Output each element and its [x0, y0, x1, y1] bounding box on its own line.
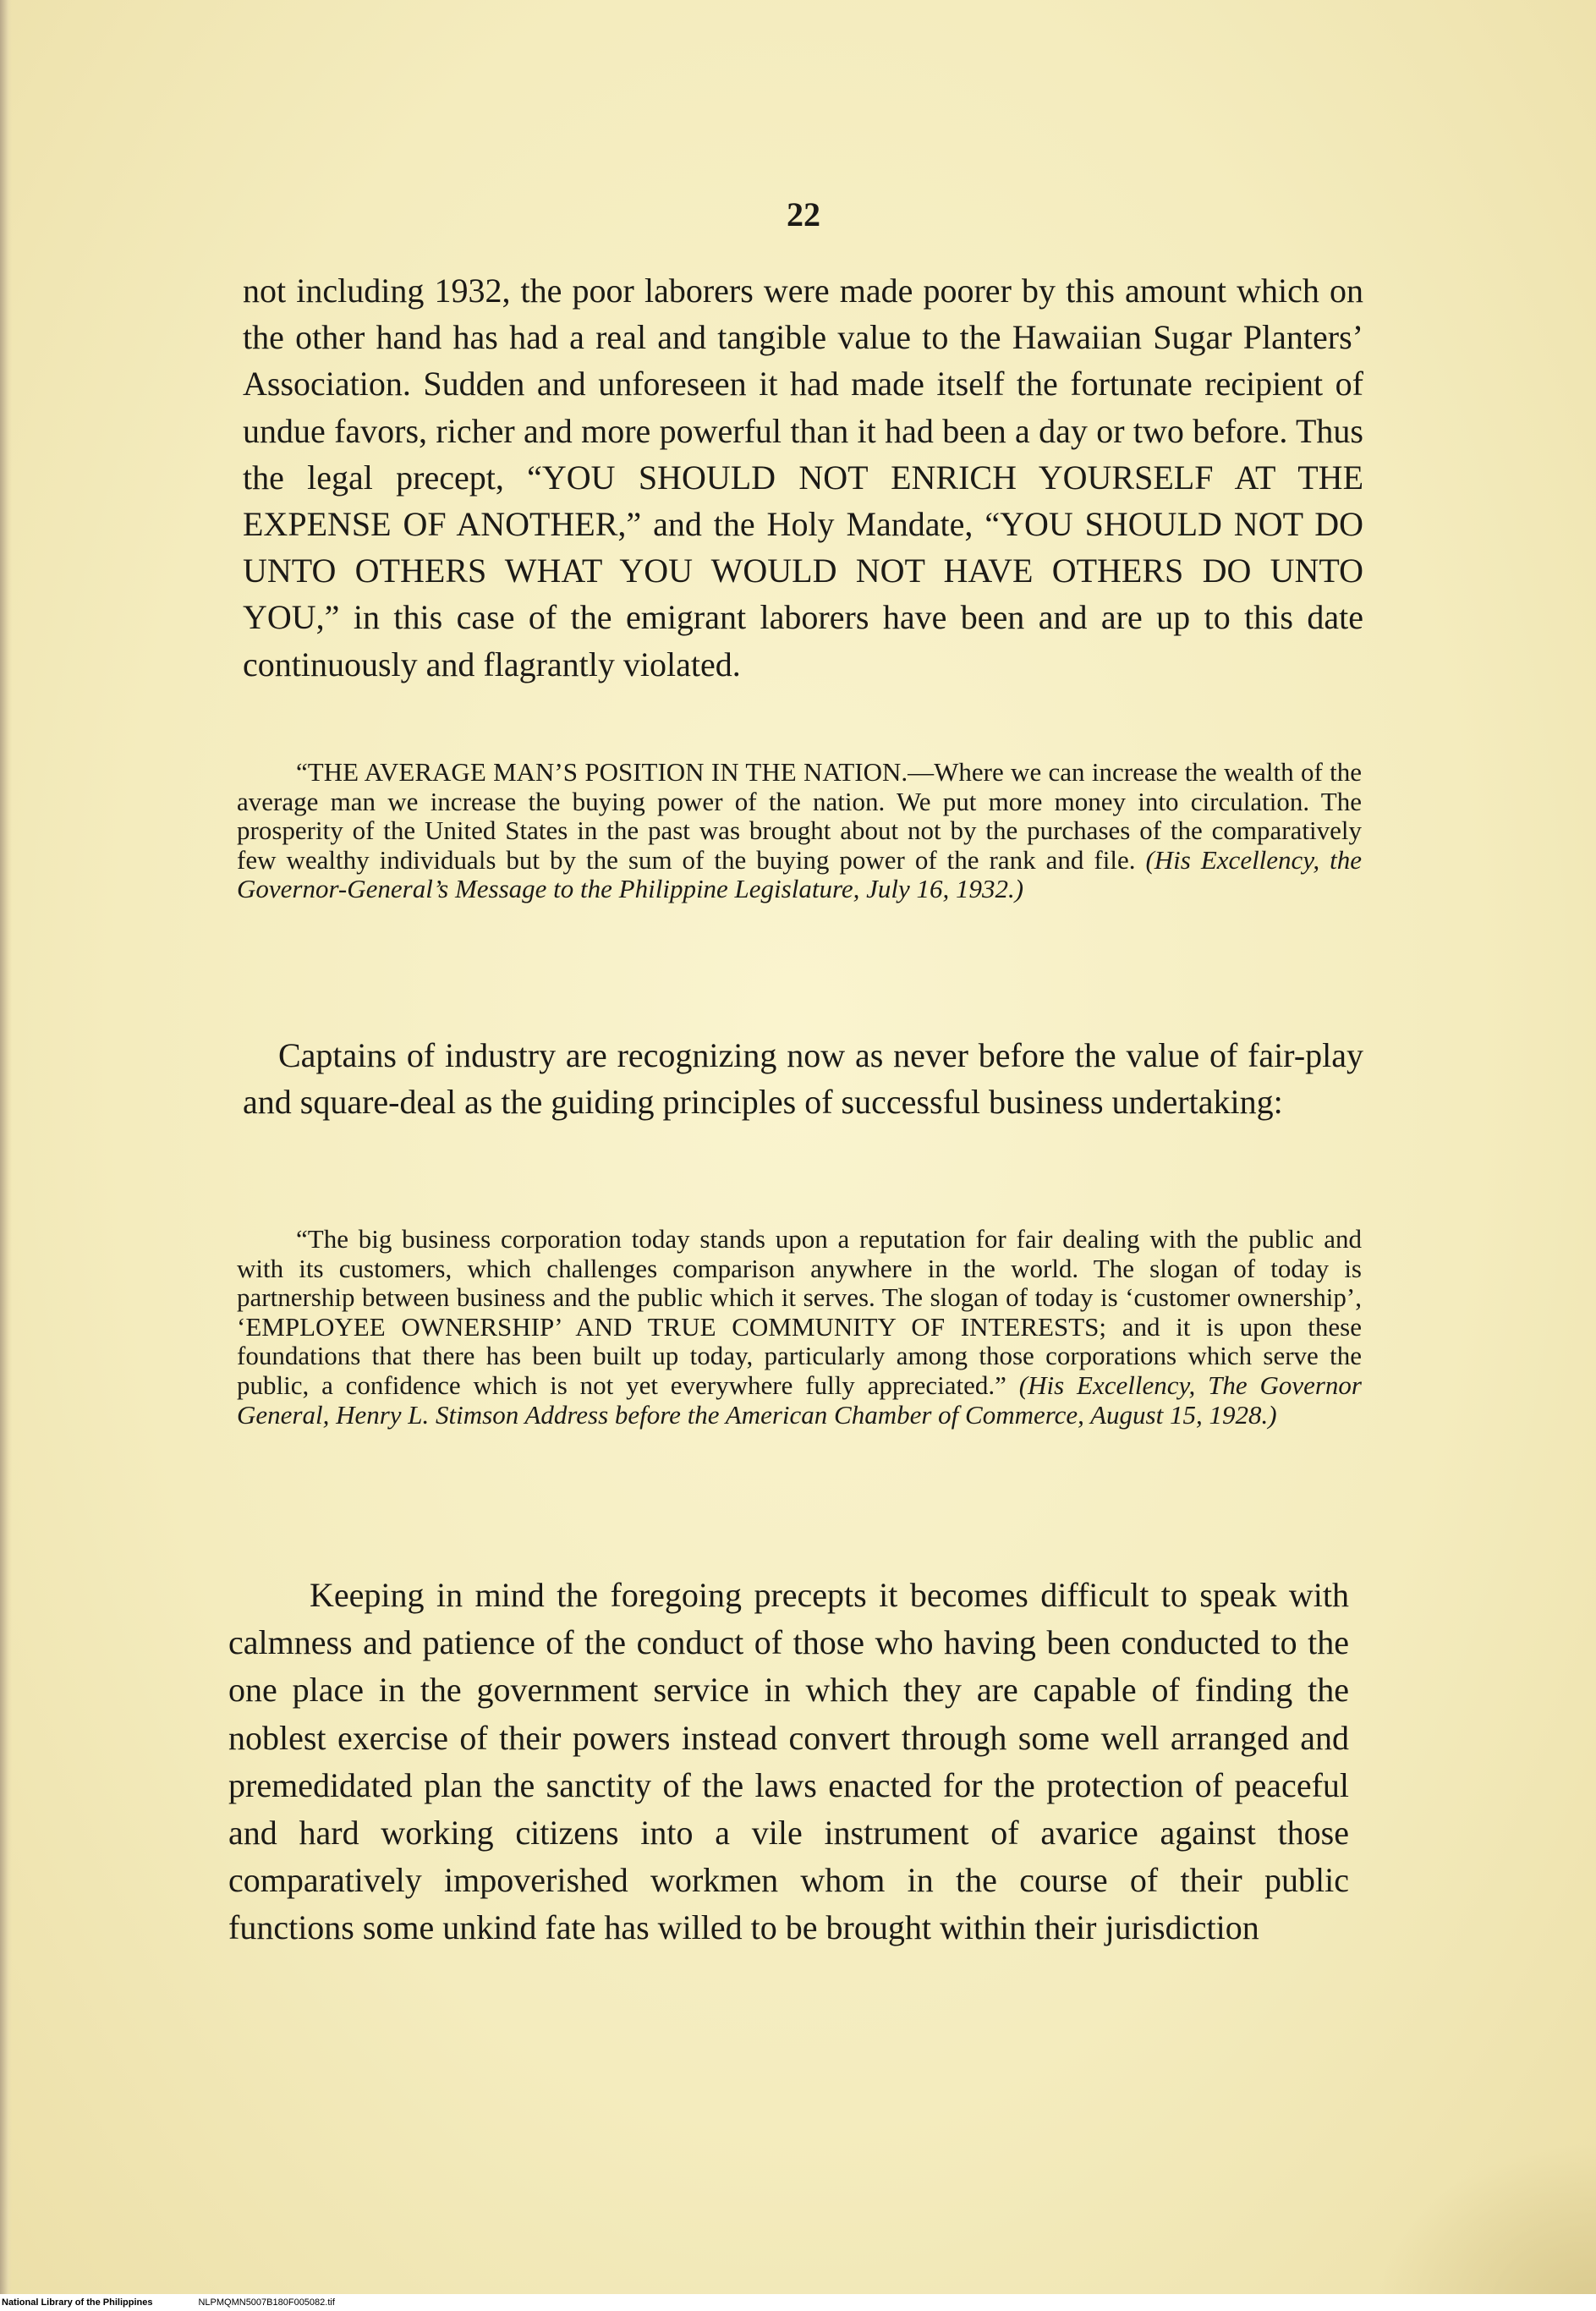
- scan-footer: [0, 2294, 1596, 2311]
- block-quote-1: [237, 758, 1362, 904]
- page-number: 22: [787, 195, 820, 233]
- block-quote-1-citation: (His Excellency, the Governor-General’s Message to the Philippine Legislature, July 16, 1932.): [237, 844, 1362, 904]
- page-corner-stain: [1376, 2142, 1596, 2311]
- paragraph-3: Keeping in mind the foregoing precepts it becomes difficult to speak with calmness and patience of the conduct of those who having been conducted to the one place in the government service in which they are capable of finding the noblest exercise of their powers instead convert through some well arranged and premedidated plan the sanctity of the laws enacted for the protection of peaceful and hard working citizens into a vile instrument of avarice against those comparatively impoverished workmen whom in the course of their public functions some unkind fate has willed to be brought within their jurisdiction: [228, 1576, 1349, 1947]
- page-edge-shadow: [0, 0, 12, 2294]
- footer-filename: NLPMQMN5007B180F005082.tif: [198, 2297, 335, 2308]
- paragraph-1: not including 1932, the poor laborers were made poorer by this amount which on the other hand has had a real and tangible value to the Hawaiian Sugar Planters’ Association. Sudden and unforeseen it had made itself the fortunate recipient of undue favors, richer and more powerful than it had been a day or two before. Thus the legal precept, “YOU SHOULD NOT ENRICH YOURSELF AT THE EXPENSE OF ANOTHER,” and the Holy Mandate, “YOU SHOULD NOT DO UNTO OTHERS WHAT YOU WOULD NOT HAVE OTHERS DO UNTO YOU,” in this case of the emigrant laborers have been and are up to this date continuously and flagrantly violated.: [243, 272, 1363, 683]
- paragraph-2: Captains of industry are recognizing now as never before the value of fair-play and square-deal as the guiding principles of successful business undertaking:: [243, 1036, 1363, 1122]
- footer-library-name: National Library of the Philippines: [2, 2297, 153, 2308]
- block-quote-2: [237, 1225, 1362, 1430]
- block-quote-2-text: “The big business corporation today stands upon a reputation for fair dealing with the public and with its customers, which challenges comparison anywhere in the world. The slogan of today is partnership between business and the public which it serves. The slogan of today is ‘customer ownership’, ‘EMPLOYEE OWNERSHIP’ AND TRUE COMMUNITY OF INTERESTS; and it is upon these foundations that there has been built up today, particularly among those corporations which serve the public, a confidence which is not yet everywhere fully appreciated.”: [237, 1224, 1362, 1400]
- block-quote-1-text: “THE AVERAGE MAN’S POSITION IN THE NATION.—Where we can increase the wealth of the average man we increase the buying power of the nation. We put more money into circulation. The prosperity of the United States in the past was brought about not by the purchases of the comparatively few wealthy individuals but by the sum of the buying power of the rank and file.: [237, 757, 1362, 875]
- block-quote-2-citation: (His Excellency, The Governor General, Henry L. Stimson Address before the American Chamber of Commerce, August 15, 1928.): [237, 1370, 1362, 1430]
